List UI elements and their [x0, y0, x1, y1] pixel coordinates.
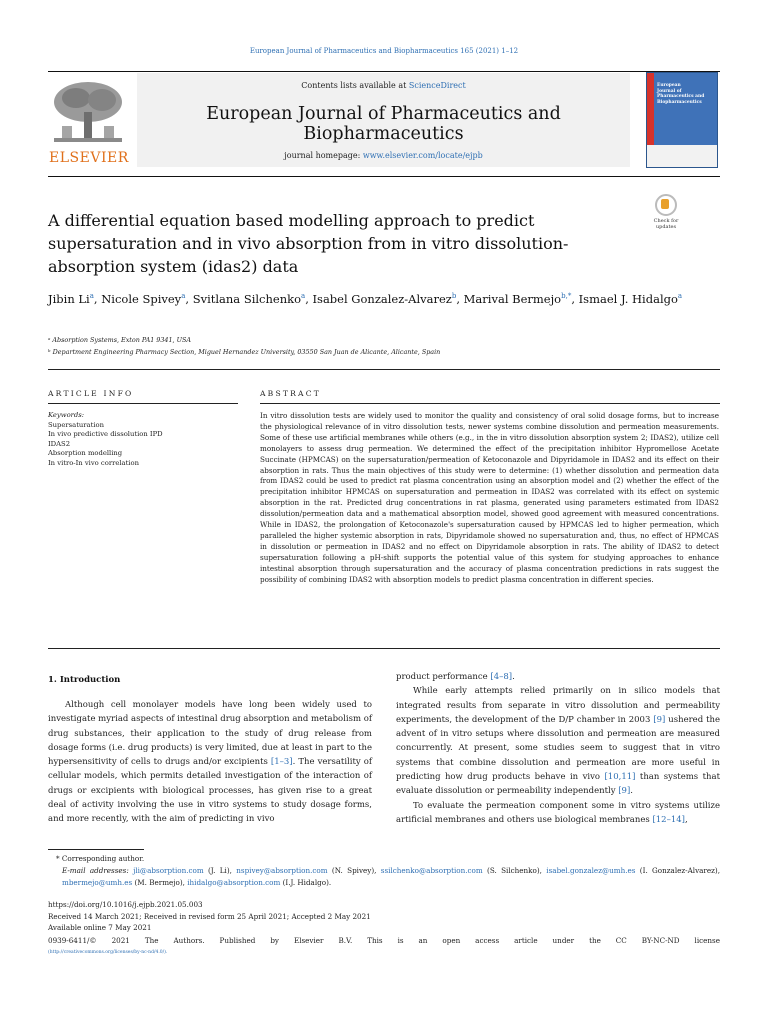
- citation-link[interactable]: [9]: [653, 714, 666, 725]
- check-updates-label: Check for updates: [653, 218, 679, 230]
- keyword: In vivo predictive dissolution IPD: [48, 430, 163, 438]
- journal-title: European Journal of Pharmaceutics and Biopharmaceutics: [206, 104, 561, 144]
- author-affil-mark[interactable]: a: [181, 292, 186, 301]
- section-heading: 1. Introduction: [48, 675, 121, 685]
- author-affil-mark[interactable]: b: [451, 292, 457, 301]
- received-dates: Received 14 March 2021; Received in revised form 25 April 2021; Accepted 2 May 2021: [48, 912, 371, 921]
- author-separator: ,: [185, 292, 193, 306]
- cover-line: European: [657, 83, 681, 88]
- keyword: IDAS2: [48, 439, 71, 448]
- citation-link[interactable]: [4–8]: [490, 672, 513, 682]
- keyword: Supersaturation: [48, 420, 104, 429]
- cover-title: [657, 83, 704, 105]
- email-owner: (S. Silchenko),: [482, 866, 547, 875]
- check-updates-icon: [655, 194, 677, 216]
- author-name[interactable]: Svitlana Silchenko: [192, 292, 301, 306]
- intro-text: ,: [684, 814, 688, 825]
- email-label: E-mail addresses:: [62, 866, 129, 875]
- citation-link[interactable]: [9]: [618, 786, 631, 797]
- citation-link[interactable]: [1–3]: [270, 757, 293, 768]
- affiliation-b: ᵇ Department Engineering Pharmacy Section, Miguel Hernandez University, 03550 San Juan de Alicante, Alicante, Spain: [48, 348, 441, 356]
- author-affil-mark[interactable]: a: [89, 292, 94, 301]
- homepage-link[interactable]: www.elsevier.com/locate/ejpb: [362, 151, 483, 160]
- elsevier-tree-logo: [48, 78, 128, 148]
- header-top-rule: [48, 71, 720, 72]
- email-addresses: [62, 865, 720, 888]
- contents-prefix: Contents lists available at: [301, 81, 409, 90]
- intro-text: .: [630, 786, 633, 797]
- corresponding-author-note: * Corresponding author.: [56, 854, 145, 863]
- cover-line: Journal of: [657, 88, 682, 94]
- contents-line: [137, 81, 630, 90]
- abstract-label: ABSTRACT: [260, 389, 322, 398]
- article-info-rule: [48, 403, 238, 404]
- license-url-link[interactable]: (http://creativecommons.org/licenses/by-nc-nd/4.0/).: [48, 950, 168, 955]
- article-title: A differential equation based modelling approach to predict supersaturation and in vivo absorption from in vitro dissolution-absorption system (idas2) data: [48, 211, 569, 276]
- intro-right-paragraph: [396, 799, 720, 828]
- intro-text: Although cell monolayer models have long been widely used to investigate myriad aspects of intestinal drug absorption and metabolism of drug substances, their application to the study of drug release from dosage forms (i.e. drug products) is very limited, due at least in part to the hypersensitivity of cells to drugs and/or excipients: [48, 700, 372, 768]
- sciencedirect-link[interactable]: ScienceDirect: [408, 81, 466, 90]
- keyword: In vitro-In vivo correlation: [48, 458, 139, 467]
- email-owner: (J. Li),: [203, 866, 237, 875]
- intro-right-column: [396, 670, 720, 827]
- email-owner: (M. Bermejo),: [132, 877, 188, 887]
- abstract-bottom-rule: [48, 648, 720, 649]
- email-link[interactable]: ssilchenko@absorption.com: [380, 866, 483, 875]
- email-owner: (N. Spivey),: [327, 866, 381, 875]
- author-separator: ,: [571, 292, 579, 306]
- author-affil-mark[interactable]: a: [677, 292, 683, 301]
- author-affil-mark[interactable]: a: [301, 292, 306, 301]
- author-name[interactable]: Nicole Spivey: [101, 292, 182, 306]
- author-affil-mark[interactable]: b,*: [561, 292, 572, 301]
- cover-line: Biopharmaceutics: [657, 99, 702, 105]
- author-name[interactable]: Ismael J. Hidalgo: [578, 292, 678, 306]
- affiliation-a: ᵃ Absorption Systems, Exton PA1 9341, USA: [48, 336, 191, 344]
- intro-right-paragraph: [396, 670, 720, 684]
- keywords-block: [48, 411, 238, 468]
- email-link[interactable]: mbermejo@umh.es: [62, 877, 133, 887]
- email-owner: (I. Gonzalez-Alvarez),: [635, 866, 720, 875]
- email-link[interactable]: jli@absorption.com: [133, 866, 204, 875]
- check-for-updates-button[interactable]: [652, 194, 680, 230]
- citation-link[interactable]: [12–14]: [652, 814, 685, 825]
- homepage-prefix: journal homepage:: [284, 151, 363, 160]
- author-name[interactable]: Marival Bermejo: [463, 292, 562, 306]
- author-list: [48, 290, 728, 308]
- doi-link[interactable]: https://doi.org/10.1016/j.ejpb.2021.05.003: [48, 900, 203, 909]
- elsevier-wordmark: ELSEVIER: [49, 150, 129, 166]
- header-bottom-rule: [48, 176, 720, 177]
- journal-reference[interactable]: European Journal of Pharmaceutics and Biopharmaceutics 165 (2021) 1–12: [249, 47, 519, 55]
- email-owner: (I.J. Hidalgo).: [280, 877, 332, 887]
- journal-cover-image[interactable]: [646, 72, 718, 168]
- intro-text: than systems that evaluate dissolution or permeability independently: [396, 772, 720, 797]
- available-online: Available online 7 May 2021: [48, 923, 152, 932]
- author-separator: ,: [456, 292, 464, 306]
- author-name[interactable]: Jibin Li: [48, 292, 90, 306]
- author-separator: ,: [305, 292, 313, 306]
- affiliation-rule: [48, 369, 720, 370]
- email-link[interactable]: isabel.gonzalez@umh.es: [546, 866, 636, 875]
- intro-text: ushered the advent of in vitro setups where dissolution and permeation are measured concurrently. At present, some studies seem to suggest that in vitro systems that combine dissolution and permeation are more useful in predicting how drug products behave in vivo: [396, 714, 721, 783]
- citation-link[interactable]: [10,11]: [604, 772, 636, 783]
- intro-text: .: [512, 672, 515, 682]
- footnote-rule: [48, 849, 144, 850]
- homepage-line: [137, 151, 630, 160]
- intro-right-paragraph: [396, 684, 720, 798]
- intro-text: To evaluate the permeation component some in vitro systems utilize artificial membranes and others use biological membranes: [396, 800, 720, 825]
- author-name[interactable]: Isabel Gonzalez-Alvarez: [312, 292, 452, 306]
- intro-text: . The versatility of cellular models, which permits detailed investigation of the interaction of drugs or excipients with biological processes, has given rise to a great deal of activity involving the use in vitro systems to study dosage forms, and more recently, with the aim of predicting in vivo: [48, 757, 372, 825]
- abstract-text: In vitro dissolution tests are widely used to monitor the quality and consistency of oral solid dosage forms, but to increase the physiological relevance of in vitro dissolution tests, newer systems combine dissolution and permeation measurements. Some of these use artificial membranes while others (e.g., in the in vitro dissolution absorption system 2; IDAS2), utilize cell monolayers to assess drug permeation. We determined the effect of the precipitation inhibitor Hypromellose Acetate Succinate (HPMCAS) on the supersaturation/permeation of Ketoconazole and Dipyridamole in IDAS2 and its effect on their absorption in rats. Thus the main objectives of this study were to determine: (1) whether dissolution and permeation data from IDAS2 could be used to predict rat plasma concentration using an absorption model and (2) whether the effect of the precipitation inhibitor HPMCAS on supersaturation and permeation in IDAS2 was correlated with its effect on systemic absorption in the rat. Predicted drug concentrations in rat plasma, generated using parameters estimated from IDAS2 dissolution/permeation data and a mathematical absorption model, showed good agreement with measured concentrations. While in IDAS2, the prolongation of Ketoconazole's supersaturation caused by HPMCAS led to higher permeation, which paralleled the higher systemic absorption in rats, Dipyridamole showed no supersaturation and, thus, no effect of HPMCAS in dissolution or permeation in IDAS2 and no effect on Dipyridamole absorption in rats. The ability of IDAS2 to detect supersaturation following a pH-shift supports the potential value of this system for studying approaches to enhance intestinal absorption through supersaturation and the accuracy of plasma concentration predictions in rats suggest the possibility of combining IDAS2 with absorption models to predict plasma concentration in different species.: [260, 411, 719, 584]
- email-link[interactable]: ihidalgo@absorption.com: [187, 877, 281, 887]
- keyword: Absorption modelling: [48, 449, 123, 457]
- cover-line: Pharmaceutics and: [657, 94, 705, 99]
- cover-footer: [647, 145, 717, 167]
- intro-left-paragraph: [48, 698, 372, 827]
- email-link[interactable]: nspivey@absorption.com: [236, 866, 328, 875]
- article-info-label: ARTICLE INFO: [48, 389, 134, 398]
- intro-text: While early attempts relied primarily on in silico models that integrated results from separate in vitro dissolution and permeability experiments, the development of the D/P chamber in 2003: [396, 686, 720, 725]
- author-separator: ,: [93, 292, 102, 306]
- intro-text: product performance: [396, 672, 491, 682]
- license-statement: 0939-6411/© 2021 The Authors. Published by Elsevier B.V. This is an open access article under the CC BY-NC-ND license: [48, 936, 720, 945]
- keywords-label: Keywords:: [48, 411, 85, 419]
- abstract-rule: [260, 403, 720, 404]
